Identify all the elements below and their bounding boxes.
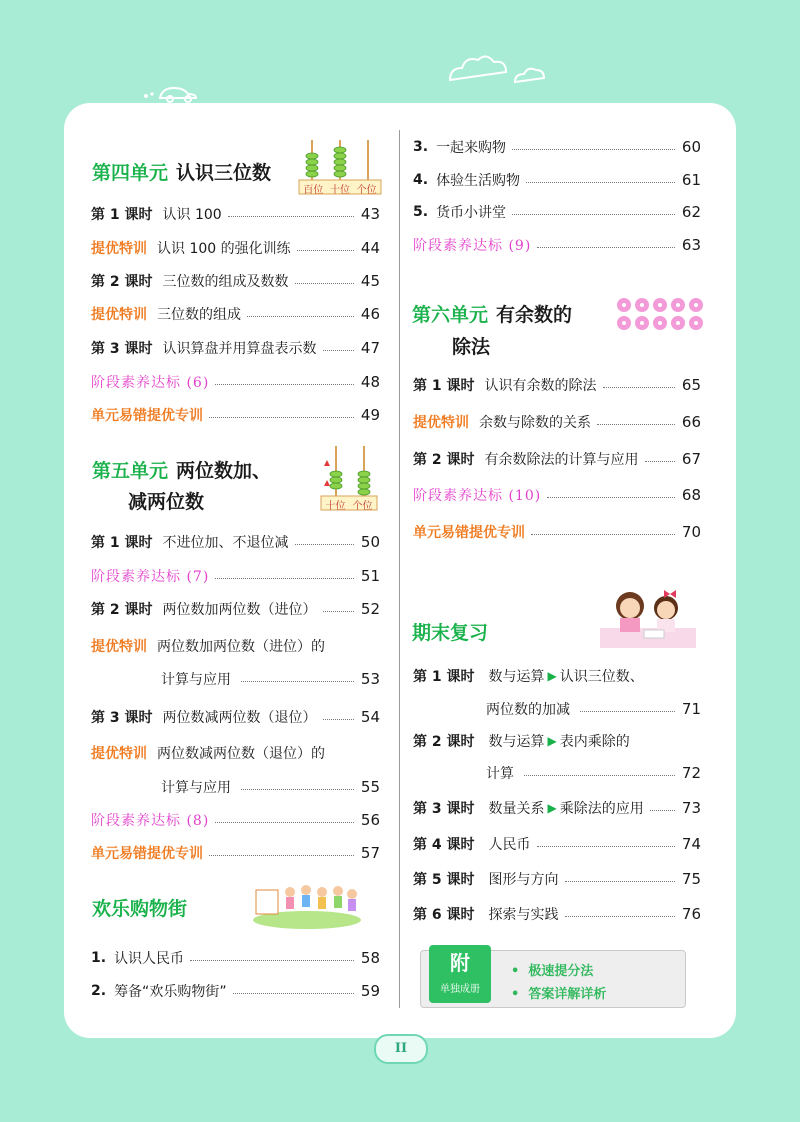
- toc-row[interactable]: [91, 202, 380, 226]
- dot-leader: [209, 855, 354, 856]
- toc-title: 货币小讲堂: [436, 205, 507, 221]
- toc-row[interactable]: [413, 796, 701, 820]
- toc-title: 探索与实践: [488, 907, 559, 923]
- toc-row[interactable]: [91, 370, 380, 394]
- place-label: 个位: [352, 501, 373, 512]
- toc-page: 68: [681, 486, 701, 504]
- car-decoration: [140, 82, 220, 104]
- toc-title: 两位数减两位数（退位）: [162, 710, 317, 726]
- toc-title: 认识 100 的强化训练: [157, 241, 291, 257]
- dot-leader: [537, 247, 675, 248]
- toc-row[interactable]: [91, 597, 380, 621]
- toc-item-number: 2.: [91, 983, 107, 999]
- toc-label: 第 1 课时: [413, 669, 475, 685]
- toc-subtitle: 表内乘除的: [559, 734, 630, 750]
- toc-title: 认识人民币: [114, 951, 185, 967]
- toc-title: 两位数加两位数（进位）: [162, 602, 317, 618]
- dot-leader: [241, 789, 354, 790]
- triangle-right-icon: ▶: [547, 801, 557, 815]
- toc-page: 59: [360, 982, 380, 1000]
- toc-label: 单元易错提优专训: [413, 525, 525, 541]
- dot-leader: [547, 497, 675, 498]
- toc-label: 第 2 课时: [91, 602, 153, 618]
- appendix-tag-title: 附: [450, 951, 470, 975]
- toc-title: 计算: [486, 766, 514, 782]
- unit4-title: 认识三位数: [176, 162, 272, 184]
- toc-title: 两位数的加减: [486, 702, 570, 718]
- toc-page: 50: [360, 533, 380, 551]
- toc-title: 一起来购物: [436, 140, 507, 156]
- toc-label: 第 2 课时: [413, 734, 475, 750]
- unit6-heading: [412, 300, 572, 327]
- dot-leader: [215, 578, 354, 579]
- toc-label: 阶段素养达标 (6): [91, 375, 210, 391]
- dot-leader: [524, 775, 675, 776]
- toc-item-number: 1.: [91, 950, 107, 966]
- toc-page: 44: [360, 239, 380, 257]
- dot-leader: [228, 216, 354, 217]
- toc-subtitle: 乘除法的应用: [559, 801, 644, 817]
- toc-page: 53: [360, 670, 380, 688]
- toc-page: 65: [681, 376, 701, 394]
- toc-row[interactable]: [413, 867, 701, 891]
- toc-item-number: 5.: [413, 204, 429, 220]
- dot-leader: [241, 681, 354, 682]
- toc-label: 第 3 课时: [91, 710, 153, 726]
- dot-leader: [565, 881, 676, 882]
- toc-label: 提优特训: [413, 415, 469, 431]
- toc-page: 48: [360, 373, 380, 391]
- toc-item-number: 4.: [413, 172, 429, 188]
- toc-page: 56: [360, 811, 380, 829]
- column-divider: [399, 130, 400, 1008]
- place-label: 个位: [356, 185, 377, 196]
- toc-page: 51: [360, 567, 380, 585]
- toc-label: 阶段素养达标 (8): [91, 813, 210, 829]
- toc-row[interactable]: [413, 410, 701, 434]
- toc-row[interactable]: [91, 530, 380, 554]
- toc-page: 74: [681, 835, 701, 853]
- toc-row-continuation[interactable]: [486, 761, 701, 785]
- dot-leader: [323, 719, 355, 720]
- toc-row[interactable]: [91, 403, 380, 427]
- unit5-title: 两位数加、: [176, 460, 272, 482]
- page-number: II: [374, 1034, 428, 1064]
- toc-row[interactable]: [413, 135, 701, 159]
- toc-row[interactable]: [413, 902, 701, 926]
- toc-row[interactable]: [413, 373, 701, 397]
- toc-title: 计算与应用: [161, 780, 231, 796]
- toc-label: 第 6 课时: [413, 907, 475, 923]
- toc-label: 提优特训: [91, 746, 147, 762]
- unit4-heading: [92, 158, 271, 185]
- toc-label: 提优特训: [91, 307, 147, 323]
- dot-leader: [323, 350, 355, 351]
- place-label: 百位: [303, 185, 324, 196]
- unit6-number: 第六单元: [412, 304, 489, 326]
- toc-page: 57: [360, 844, 380, 862]
- toc-title: 不进位加、不退位减: [162, 535, 289, 551]
- toc-title: 两位数加两位数（进位）的: [157, 639, 325, 655]
- toc-page: 55: [360, 778, 380, 796]
- toc-label: 提优特训: [91, 639, 147, 655]
- toc-page: 60: [681, 138, 701, 156]
- two-girls-illustration: [600, 584, 696, 650]
- appendix-item: • 极速提分法: [511, 964, 594, 979]
- toc-label: 第 5 课时: [413, 872, 475, 888]
- toc-row[interactable]: [91, 705, 380, 729]
- dot-leader: [209, 417, 354, 418]
- toc-row[interactable]: [91, 741, 380, 765]
- toc-page: 75: [681, 870, 701, 888]
- toc-row[interactable]: [413, 520, 701, 544]
- toc-page: 61: [681, 171, 701, 189]
- unit4-number: 第四单元: [92, 162, 169, 184]
- toc-row-continuation[interactable]: [161, 667, 380, 691]
- toc-title: 数与运算: [488, 669, 545, 685]
- appendix-tag: [429, 945, 491, 1003]
- toc-row[interactable]: [91, 336, 380, 360]
- triangle-right-icon: ▶: [547, 734, 557, 748]
- toc-title: 三位数的组成: [157, 307, 241, 323]
- toc-label: 阶段素养达标 (9): [413, 238, 532, 254]
- toc-row[interactable]: [413, 447, 701, 471]
- toc-label: 第 4 课时: [413, 837, 475, 853]
- toc-row[interactable]: [91, 236, 380, 260]
- dot-leader: [190, 960, 354, 961]
- dot-leader: [650, 810, 675, 811]
- dot-leader: [531, 534, 675, 535]
- dot-leader: [597, 424, 675, 425]
- dot-leader: [645, 461, 676, 462]
- toc-page: 52: [360, 600, 380, 618]
- flowers-icon: [614, 295, 708, 335]
- toc-page: 47: [360, 339, 380, 357]
- toc-page: 71: [681, 700, 701, 718]
- toc-label: 第 2 课时: [91, 274, 153, 290]
- unit5-title-line2: 减两位数: [128, 491, 205, 513]
- shopping-title: 欢乐购物街: [92, 898, 188, 920]
- toc-row[interactable]: [91, 564, 380, 588]
- toc-row[interactable]: [413, 200, 701, 224]
- toc-label: 第 2 课时: [413, 452, 475, 468]
- toc-row[interactable]: [413, 168, 701, 192]
- toc-title: 图形与方向: [488, 872, 559, 888]
- unit6-title: 有余数的: [496, 304, 573, 326]
- triangle-right-icon: ▶: [547, 669, 557, 683]
- toc-title: 认识 100: [162, 207, 222, 223]
- toc-page: 63: [681, 236, 701, 254]
- toc-label: 提优特训: [91, 241, 147, 257]
- cloud-decoration: [440, 50, 560, 90]
- toc-row[interactable]: [91, 979, 380, 1003]
- dot-leader: [297, 250, 354, 251]
- toc-row[interactable]: [91, 269, 380, 293]
- appendix-item: • 答案详解详析: [511, 987, 607, 1002]
- toc-row[interactable]: [91, 302, 380, 326]
- toc-row[interactable]: [413, 664, 701, 688]
- toc-subtitle: 认识三位数、: [559, 669, 644, 685]
- toc-page: 46: [360, 305, 380, 323]
- dot-leader: [233, 993, 354, 994]
- toc-row-continuation[interactable]: [161, 775, 380, 799]
- toc-title: 认识算盘并用算盘表示数: [162, 341, 317, 357]
- toc-row[interactable]: [413, 233, 701, 257]
- dot-leader: [295, 544, 355, 545]
- dot-leader: [580, 711, 675, 712]
- place-label: 十位: [325, 501, 346, 512]
- toc-page: 73: [681, 799, 701, 817]
- toc-title: 人民币: [488, 837, 531, 853]
- appendix-box: [420, 950, 686, 1008]
- toc-row-continuation[interactable]: [486, 697, 701, 721]
- toc-label: 单元易错提优专训: [91, 846, 203, 862]
- shopping-heading: [92, 894, 195, 921]
- final-review-heading: [412, 618, 496, 645]
- toc-title: 余数与除数的关系: [479, 415, 591, 431]
- dot-leader: [512, 214, 675, 215]
- toc-title: 体验生活购物: [436, 173, 521, 189]
- toc-label: 单元易错提优专训: [91, 408, 203, 424]
- toc-page: 43: [360, 205, 380, 223]
- toc-page: 45: [360, 272, 380, 290]
- appendix-item-label: 答案详解详析: [528, 987, 607, 1002]
- children-playing-illustration: [252, 876, 362, 930]
- dot-leader: [215, 384, 354, 385]
- dot-leader: [512, 149, 675, 150]
- unit5-heading: [92, 456, 271, 483]
- toc-page: 49: [360, 406, 380, 424]
- place-label: 十位: [329, 185, 350, 196]
- toc-row[interactable]: [91, 946, 380, 970]
- dot-leader: [526, 182, 675, 183]
- toc-page: 76: [681, 905, 701, 923]
- toc-page: 66: [681, 413, 701, 431]
- toc-page: 62: [681, 203, 701, 221]
- dot-leader: [565, 916, 676, 917]
- dot-leader: [247, 316, 354, 317]
- dot-leader: [295, 283, 355, 284]
- toc-label: 第 3 课时: [413, 801, 475, 817]
- toc-title: 计算与应用: [161, 672, 231, 688]
- toc-row[interactable]: [413, 832, 701, 856]
- unit5-number: 第五单元: [92, 460, 169, 482]
- toc-title: 两位数减两位数（退位）的: [157, 746, 325, 762]
- appendix-tag-subtitle: 单独成册: [440, 984, 480, 995]
- toc-page: 67: [681, 450, 701, 468]
- toc-label: 阶段素养达标 (7): [91, 569, 210, 585]
- toc-page: 70: [681, 523, 701, 541]
- dot-leader: [603, 387, 676, 388]
- unit6-title-line2: 除法: [452, 336, 491, 358]
- toc-title: 三位数的组成及数数: [162, 274, 289, 290]
- place-value-labels: [322, 497, 376, 512]
- toc-page: 72: [681, 764, 701, 782]
- toc-title: 数量关系: [488, 801, 545, 817]
- dot-leader: [537, 846, 676, 847]
- toc-label: 第 1 课时: [91, 207, 153, 223]
- dot-leader: [323, 611, 355, 612]
- toc-row[interactable]: [91, 634, 380, 658]
- toc-page: 58: [360, 949, 380, 967]
- toc-row[interactable]: [91, 808, 380, 832]
- toc-title: 数与运算: [488, 734, 545, 750]
- toc-item-number: 3.: [413, 139, 429, 155]
- toc-label: 第 1 课时: [91, 535, 153, 551]
- toc-row[interactable]: [91, 841, 380, 865]
- toc-title: 筹备“欢乐购物街”: [114, 984, 227, 1000]
- appendix-item-label: 极速提分法: [528, 964, 594, 979]
- toc-label: 阶段素养达标 (10): [413, 488, 542, 504]
- final-review-title: 期末复习: [412, 622, 489, 644]
- toc-row[interactable]: [413, 729, 701, 753]
- toc-label: 第 1 课时: [413, 378, 475, 394]
- toc-row[interactable]: [413, 483, 701, 507]
- toc-page: 54: [360, 708, 380, 726]
- toc-title: 认识有余数的除法: [484, 378, 597, 394]
- toc-label: 第 3 课时: [91, 341, 153, 357]
- toc-title: 有余数除法的计算与应用: [484, 452, 639, 468]
- dot-leader: [215, 822, 354, 823]
- place-value-labels: [300, 181, 380, 196]
